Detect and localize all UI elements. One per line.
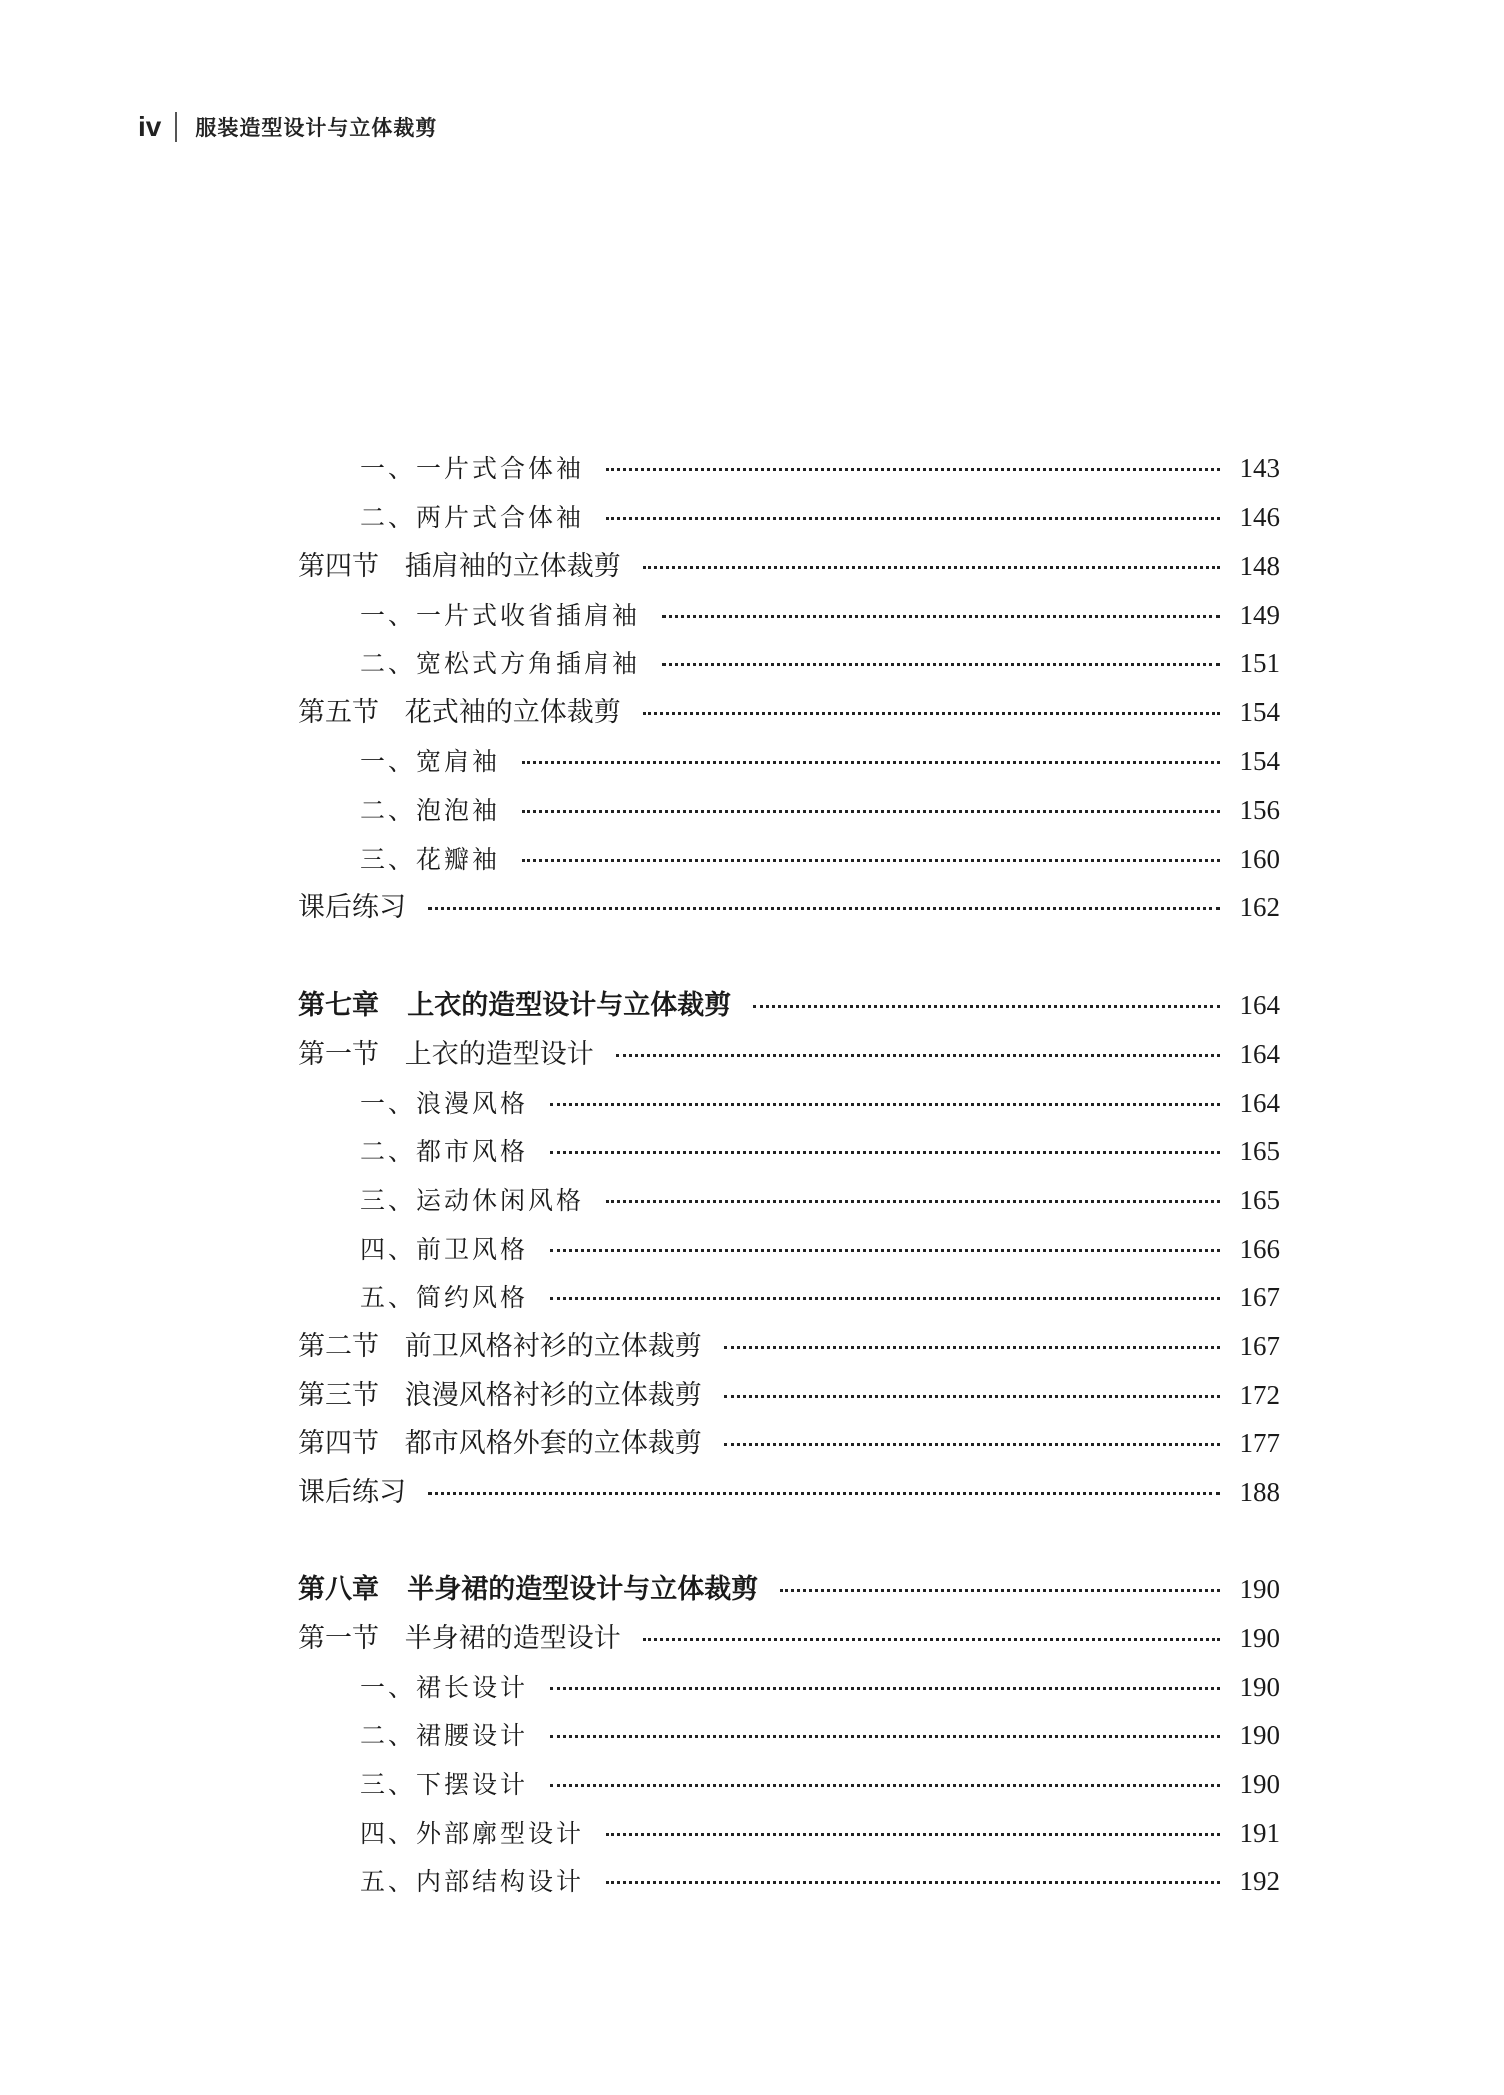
toc-entry[interactable] xyxy=(298,1375,1280,1415)
toc-entry-label: 三、运动休闲风格 xyxy=(360,1186,585,1215)
toc-entry-label: 一、一片式收省插肩袖 xyxy=(360,601,641,630)
toc-entry-page: 190 xyxy=(1239,1672,1280,1702)
toc-entry[interactable] xyxy=(360,1764,1280,1804)
toc-entry-label: 第八章 半身裙的造型设计与立体裁剪 xyxy=(298,1574,759,1605)
toc-entry-label: 第四节 插肩袖的立体裁剪 xyxy=(298,551,621,582)
running-header xyxy=(138,110,437,144)
toc-entry-label: 五、内部结构设计 xyxy=(360,1867,585,1896)
toc-entry[interactable] xyxy=(360,595,1280,635)
toc-entry[interactable] xyxy=(360,1277,1280,1317)
page-number: iv xyxy=(138,111,162,142)
toc-entry-page: 154 xyxy=(1239,746,1280,776)
toc-entry-page: 164 xyxy=(1239,990,1280,1020)
toc-entry[interactable] xyxy=(298,546,1280,586)
dot-leader xyxy=(522,808,1220,813)
toc-entry[interactable] xyxy=(360,1813,1280,1853)
toc-entry-label: 一、浪漫风格 xyxy=(360,1089,529,1118)
toc-entry[interactable] xyxy=(298,692,1280,732)
toc-entry-page: 154 xyxy=(1239,697,1280,727)
toc-entry-page: 167 xyxy=(1239,1331,1280,1361)
toc-entry-page: 143 xyxy=(1239,453,1280,483)
toc-entry[interactable] xyxy=(360,1083,1280,1123)
toc-entry-label: 二、裙腰设计 xyxy=(360,1721,529,1750)
toc-entry-page: 148 xyxy=(1239,551,1280,581)
toc-entry[interactable] xyxy=(360,643,1280,683)
toc-entry-label: 第一节 上衣的造型设计 xyxy=(298,1039,594,1070)
toc-entry-page: 146 xyxy=(1239,502,1280,532)
toc-entry[interactable] xyxy=(298,1472,1280,1512)
dot-leader xyxy=(616,1052,1220,1057)
toc-chapter-entry[interactable] xyxy=(298,1569,1280,1609)
toc-entry-label: 二、都市风格 xyxy=(360,1137,529,1166)
dot-leader xyxy=(550,1685,1220,1690)
toc-entry-label: 一、裙长设计 xyxy=(360,1673,529,1702)
toc-entry-label: 三、下摆设计 xyxy=(360,1770,529,1799)
dot-leader xyxy=(550,1247,1220,1252)
toc-entry-label: 三、花瓣袖 xyxy=(360,845,501,874)
toc-entry-page: 149 xyxy=(1239,600,1280,630)
toc-entry-label: 第五节 花式袖的立体裁剪 xyxy=(298,697,621,728)
dot-leader xyxy=(606,1879,1220,1884)
dot-leader xyxy=(550,1733,1220,1738)
toc-entry-label: 一、宽肩袖 xyxy=(360,747,501,776)
toc-entry-page: 177 xyxy=(1239,1428,1280,1458)
toc-entry-page: 172 xyxy=(1239,1380,1280,1410)
dot-leader xyxy=(643,710,1220,715)
toc-entry[interactable] xyxy=(360,497,1280,537)
toc-entry-page: 190 xyxy=(1239,1769,1280,1799)
toc-entry-page: 191 xyxy=(1239,1818,1280,1848)
toc-entry-label: 第一节 半身裙的造型设计 xyxy=(298,1623,621,1654)
toc-entry[interactable] xyxy=(360,1861,1280,1901)
toc-entry-page: 190 xyxy=(1239,1720,1280,1750)
toc-entry[interactable] xyxy=(360,1667,1280,1707)
toc-entry-page: 188 xyxy=(1239,1477,1280,1507)
dot-leader xyxy=(643,564,1220,569)
header-divider xyxy=(175,112,177,142)
toc-entry-label: 第七章 上衣的造型设计与立体裁剪 xyxy=(298,990,732,1021)
dot-leader xyxy=(606,1198,1220,1203)
dot-leader xyxy=(606,466,1220,471)
toc-entry-page: 160 xyxy=(1239,844,1280,874)
toc-entry[interactable] xyxy=(360,839,1280,879)
dot-leader xyxy=(724,1441,1220,1446)
toc-entry[interactable] xyxy=(298,1034,1280,1074)
toc-entry-label: 四、前卫风格 xyxy=(360,1235,529,1264)
dot-leader xyxy=(428,905,1220,910)
toc-entry[interactable] xyxy=(360,1229,1280,1269)
dot-leader xyxy=(522,759,1220,764)
toc-entry[interactable] xyxy=(360,1715,1280,1755)
dot-leader xyxy=(550,1101,1220,1106)
toc-entry-page: 192 xyxy=(1239,1866,1280,1896)
dot-leader xyxy=(550,1782,1220,1787)
toc-entry[interactable] xyxy=(298,887,1280,927)
toc-entry-label: 二、宽松式方角插肩袖 xyxy=(360,649,641,678)
toc-entry-label: 课后练习 xyxy=(298,892,406,923)
toc-entry[interactable] xyxy=(298,1618,1280,1658)
toc-entry-page: 162 xyxy=(1239,892,1280,922)
dot-leader xyxy=(662,613,1220,618)
dot-leader xyxy=(606,1831,1220,1836)
toc-entry[interactable] xyxy=(298,1326,1280,1366)
toc-entry[interactable] xyxy=(360,1131,1280,1171)
toc-entry-label: 第三节 浪漫风格衬衫的立体裁剪 xyxy=(298,1380,702,1411)
toc-entry-page: 166 xyxy=(1239,1234,1280,1264)
toc-entry-label: 五、简约风格 xyxy=(360,1283,529,1312)
dot-leader xyxy=(522,857,1220,862)
toc-entry-page: 165 xyxy=(1239,1136,1280,1166)
toc-entry-page: 165 xyxy=(1239,1185,1280,1215)
toc-chapter-entry[interactable] xyxy=(298,985,1280,1025)
toc-entry-page: 151 xyxy=(1239,648,1280,678)
toc-entry-label: 第二节 前卫风格衬衫的立体裁剪 xyxy=(298,1331,702,1362)
toc-entry[interactable] xyxy=(360,790,1280,830)
dot-leader xyxy=(780,1587,1220,1592)
toc-entry-label: 课后练习 xyxy=(298,1477,406,1508)
dot-leader xyxy=(428,1490,1220,1495)
toc-entry-page: 167 xyxy=(1239,1282,1280,1312)
toc-entry-label: 二、两片式合体袖 xyxy=(360,503,585,532)
dot-leader xyxy=(753,1003,1220,1008)
toc-entry[interactable] xyxy=(298,1423,1280,1463)
toc-entry-label: 四、外部廓型设计 xyxy=(360,1819,585,1848)
toc-entry[interactable] xyxy=(360,741,1280,781)
dot-leader xyxy=(724,1393,1220,1398)
toc-entry[interactable] xyxy=(360,448,1280,488)
toc-entry-page: 164 xyxy=(1239,1039,1280,1069)
toc-entry-label: 一、一片式合体袖 xyxy=(360,454,585,483)
toc-entry-page: 164 xyxy=(1239,1088,1280,1118)
dot-leader xyxy=(606,515,1220,520)
toc-entry[interactable] xyxy=(360,1180,1280,1220)
dot-leader xyxy=(550,1149,1220,1154)
toc-entry-label: 二、泡泡袖 xyxy=(360,796,501,825)
toc-entry-page: 190 xyxy=(1239,1574,1280,1604)
toc-entry-page: 156 xyxy=(1239,795,1280,825)
dot-leader xyxy=(550,1295,1220,1300)
toc-entry-page: 190 xyxy=(1239,1623,1280,1653)
dot-leader xyxy=(724,1344,1220,1349)
book-title: 服装造型设计与立体裁剪 xyxy=(195,116,438,140)
toc-entry-label: 第四节 都市风格外套的立体裁剪 xyxy=(298,1428,702,1459)
dot-leader xyxy=(643,1636,1220,1641)
dot-leader xyxy=(662,661,1220,666)
